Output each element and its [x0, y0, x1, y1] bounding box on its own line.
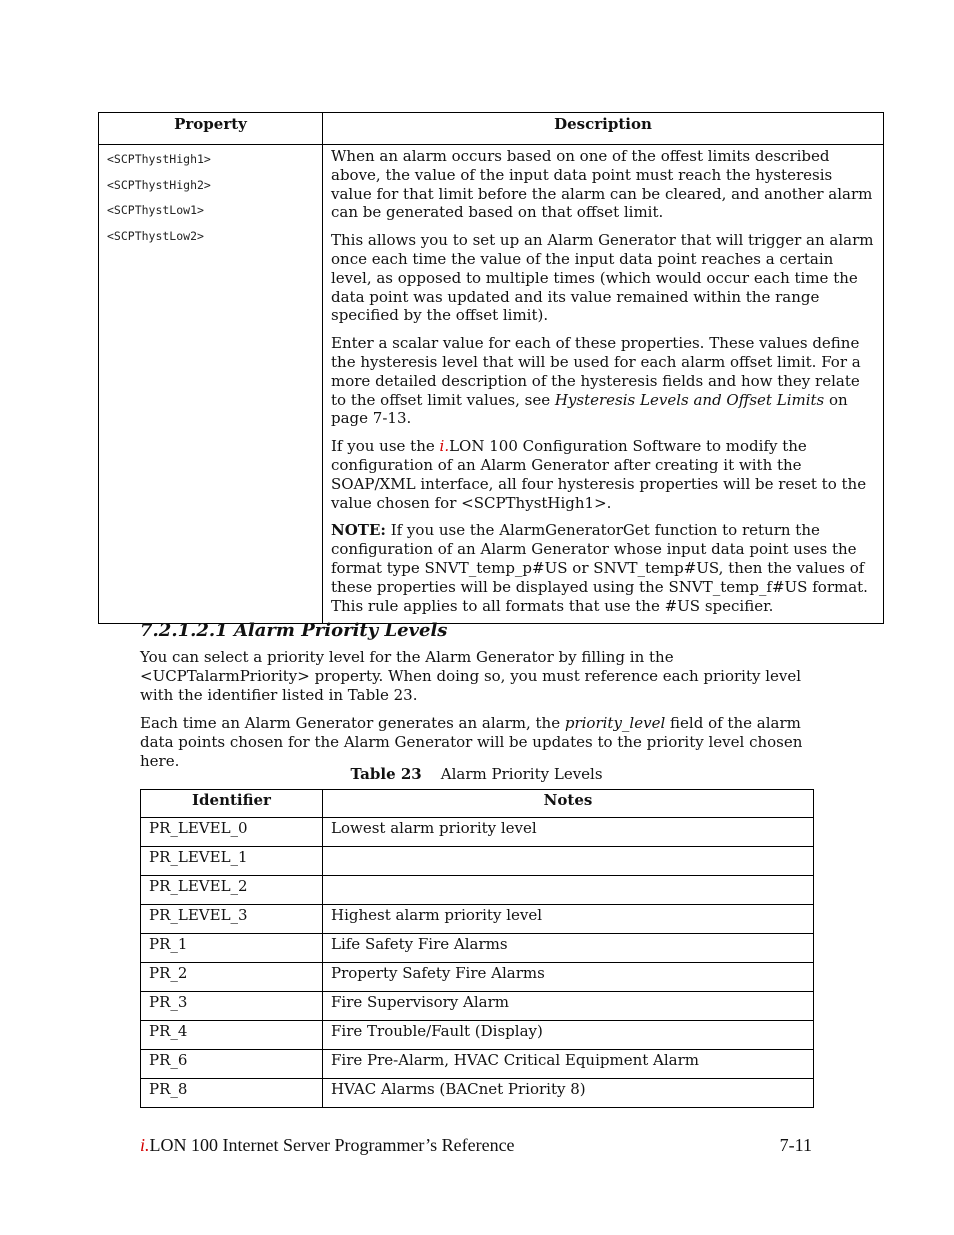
priority-table	[140, 789, 814, 1108]
property-description-cell	[323, 145, 884, 624]
identifier-cell: PR_2	[141, 963, 323, 992]
identifier-cell: PR_LEVEL_0	[141, 818, 323, 847]
description-paragraph	[331, 334, 875, 428]
identifier-cell: PR_1	[141, 934, 323, 963]
table-row	[141, 876, 814, 905]
identifier-cell: PR_6	[141, 1050, 323, 1079]
identifier-cell: PR_LEVEL_2	[141, 876, 323, 905]
notes-cell	[323, 876, 814, 905]
identifier-cell: PR_3	[141, 992, 323, 1021]
text-run: on page 7-13.	[331, 390, 848, 428]
section-heading: 7.2.1.2.1 Alarm Priority Levels	[140, 620, 448, 641]
notes-cell: Fire Trouble/Fault (Display)	[323, 1021, 814, 1050]
table-row	[141, 934, 814, 963]
header-notes: Notes	[323, 790, 814, 818]
notes-cell: Life Safety Fire Alarms	[323, 934, 814, 963]
table-row	[141, 1021, 814, 1050]
property-name: <SCPThystHigh1>	[107, 152, 211, 166]
notes-cell: HVAC Alarms (BACnet Priority 8)	[323, 1079, 814, 1108]
caption-title: Alarm Priority Levels	[440, 765, 603, 783]
property-name: <SCPThystHigh2>	[107, 177, 211, 192]
identifier-cell: PR_8	[141, 1079, 323, 1108]
property-row-hysteresis	[99, 145, 884, 624]
identifier-cell: PR_4	[141, 1021, 323, 1050]
brand-i-mark: i.	[140, 1135, 150, 1155]
table-row	[141, 818, 814, 847]
notes-cell: Fire Pre-Alarm, HVAC Critical Equipment Alarm	[323, 1050, 814, 1079]
notes-cell: Fire Supervisory Alarm	[323, 992, 814, 1021]
table-caption	[140, 765, 813, 783]
section-paragraph: You can select a priority level for the Alarm Generator by filling in the <UCPTalarmPriority> property. When doing so, you must reference each priority level with the identifier listed in Table 23.	[140, 648, 802, 704]
text-run: Enter a scalar value for each of these properties. These values define the hysteresis level that will be used for each alarm offset limit. For a more detailed description of the hysteresis fields and how they relate to the offset limit values, see	[331, 334, 861, 409]
notes-cell: Highest alarm priority level	[323, 905, 814, 934]
header-description: Description	[323, 113, 884, 145]
property-names-cell	[99, 145, 323, 624]
property-name: <SCPThystLow1>	[107, 203, 204, 217]
page-number: 7-11	[779, 1135, 812, 1155]
table-row	[141, 905, 814, 934]
table-row	[141, 1079, 814, 1108]
text-run: LON 100 Configuration Software to modify the configuration of an Alarm Generator after creating it with the SOAP/XML interface, all four hysteresis properties will be reset to the value chosen for <SCPThystHigh1>.	[331, 437, 867, 512]
description-paragraph	[331, 437, 875, 512]
identifier-cell: PR_LEVEL_3	[141, 905, 323, 934]
section-paragraph	[140, 714, 820, 771]
text-run: Each time an Alarm Generator generates an alarm, the	[140, 714, 565, 732]
footer-title	[140, 1135, 515, 1156]
notes-cell	[323, 847, 814, 876]
note-label: NOTE:	[331, 521, 386, 540]
header-identifier: Identifier	[141, 790, 323, 818]
table-row	[141, 1050, 814, 1079]
note-paragraph	[331, 521, 875, 615]
property-table-header	[99, 113, 884, 145]
property-table	[98, 112, 884, 624]
header-property: Property	[99, 113, 323, 145]
notes-cell: Property Safety Fire Alarms	[323, 963, 814, 992]
text-run: If you use the AlarmGeneratorGet function to return the configuration of an Alarm Generator whose input data point uses the format type SNVT_temp_p#US or SNVT_temp#US, then the values of these properties will be displayed using the SNVT_temp_f#US format. This rule applies to all formats that use the #US specifier.	[331, 521, 868, 615]
table-row	[141, 847, 814, 876]
brand-i-mark: i.	[439, 437, 450, 456]
description-paragraph: This allows you to set up an Alarm Generator that will trigger an alarm once each time the value of the input data point reaches a certain level, as opposed to multiple times (which would occur each time the data point was updated and its value remained within the range specified by the offset limit).	[331, 231, 874, 325]
identifier-cell: PR_LEVEL_1	[141, 847, 323, 876]
notes-cell: Lowest alarm priority level	[323, 818, 814, 847]
footer-title-text: LON 100 Internet Server Programmer’s Reference	[149, 1135, 515, 1155]
caption-label: Table 23	[350, 765, 422, 783]
description-paragraph: When an alarm occurs based on one of the offest limits described above, the value of the input data point must reach the hysteresis value for that limit before the alarm can be cleared, and another alarm can be generated based on that offset limit.	[331, 147, 873, 222]
table-row	[141, 963, 814, 992]
property-name: <SCPThystLow2>	[107, 228, 204, 243]
field-name: priority_level	[564, 714, 666, 732]
text-run: If you use the	[331, 437, 440, 456]
priority-table-header	[141, 790, 814, 818]
text-run: field of the alarm data points chosen for the Alarm Generator will be updates to the priority level chosen here.	[140, 714, 803, 770]
table-row	[141, 992, 814, 1021]
cross-reference: Hysteresis Levels and Offset Limits	[554, 390, 825, 409]
